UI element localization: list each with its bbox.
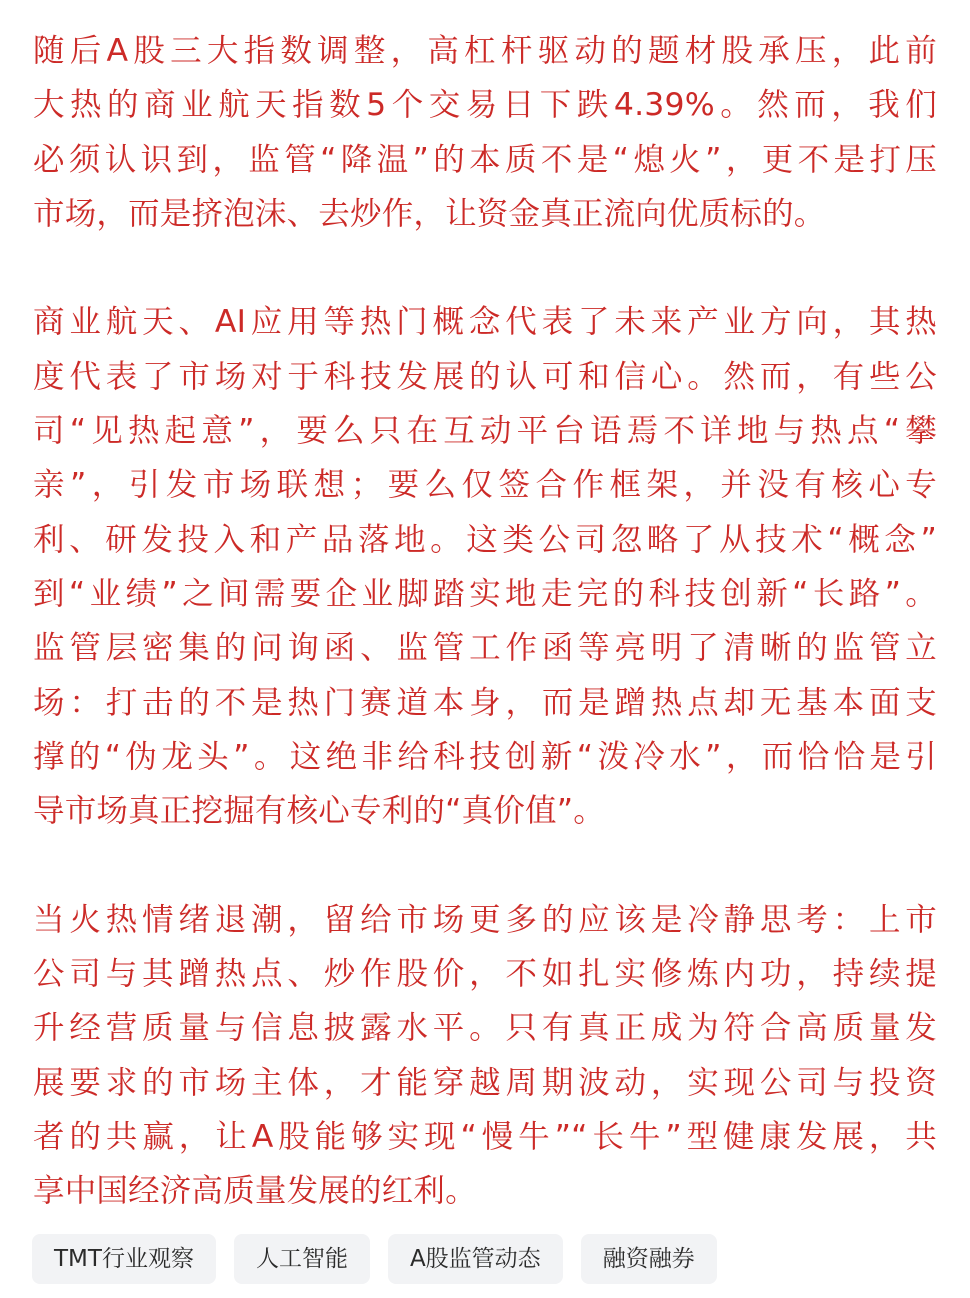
text-line: 必须认识到，监管“降温”的本质不是“熄火”，更不是打压 xyxy=(33,141,937,178)
tag-tmt-industry[interactable]: TMT行业观察 xyxy=(32,1234,216,1284)
text-line: 当火热情绪退潮，留给市场更多的应该是冷静思考：上市 xyxy=(33,901,937,938)
topic-tags xyxy=(32,1234,970,1284)
text-line: 商业航天、AI应用等热门概念代表了未来产业方向，其热 xyxy=(33,304,937,341)
text-line: 公司与其蹭热点、炒作股价，不如扎实修炼内功，持续提 xyxy=(33,956,937,993)
tag-margin-trading[interactable]: 融资融券 xyxy=(581,1234,717,1284)
text-line: 度代表了市场对于科技发展的认可和信心。然而，有些公 xyxy=(33,358,937,395)
text-line: 展要求的市场主体，才能穿越周期波动，实现公司与投资 xyxy=(33,1064,937,1101)
tag-a-share-regulation[interactable]: A股监管动态 xyxy=(388,1234,563,1284)
paragraph-2 xyxy=(33,295,937,838)
paragraph-3 xyxy=(33,893,937,1219)
text-line: 利、研发投入和产品落地。这类公司忽略了从技术“概念” xyxy=(33,521,937,558)
text-line: 享中国经济高质量发展的红利。 xyxy=(33,1173,477,1210)
article-body xyxy=(33,24,937,1219)
paragraph-1 xyxy=(33,24,937,241)
text-line: 者的共赢，让A股能够实现“慢牛”“长牛”型健康发展，共 xyxy=(33,1118,937,1155)
text-line: 随后A股三大指数调整，高杠杆驱动的题材股承压，此前 xyxy=(33,33,937,69)
text-line: 监管层密集的问询函、监管工作函等亮明了清晰的监管立 xyxy=(33,630,937,667)
text-line: 到“业绩”之间需要企业脚踏实地走完的科技创新“长路”。 xyxy=(33,575,937,612)
text-line: 市场，而是挤泡沫、去炒作，让资金真正流向优质标的。 xyxy=(33,195,826,232)
text-line: 场：打击的不是热门赛道本身，而是蹭热点却无基本面支 xyxy=(33,684,937,721)
text-line: 大热的商业航天指数5个交易日下跌4.39%。然而，我们 xyxy=(33,87,937,124)
text-line: 撑的“伪龙头”。这绝非给科技创新“泼冷水”，而恰恰是引 xyxy=(33,738,937,775)
text-line: 升经营质量与信息披露水平。只有真正成为符合高质量发 xyxy=(33,1010,937,1047)
text-line: 亲”，引发市场联想；要么仅签合作框架，并没有核心专 xyxy=(33,467,937,504)
tag-ai[interactable]: 人工智能 xyxy=(234,1234,370,1284)
text-line: 司“见热起意”，要么只在互动平台语焉不详地与热点“攀 xyxy=(33,413,937,450)
text-line: 导市场真正挖掘有核心专利的“真价值”。 xyxy=(33,793,605,830)
